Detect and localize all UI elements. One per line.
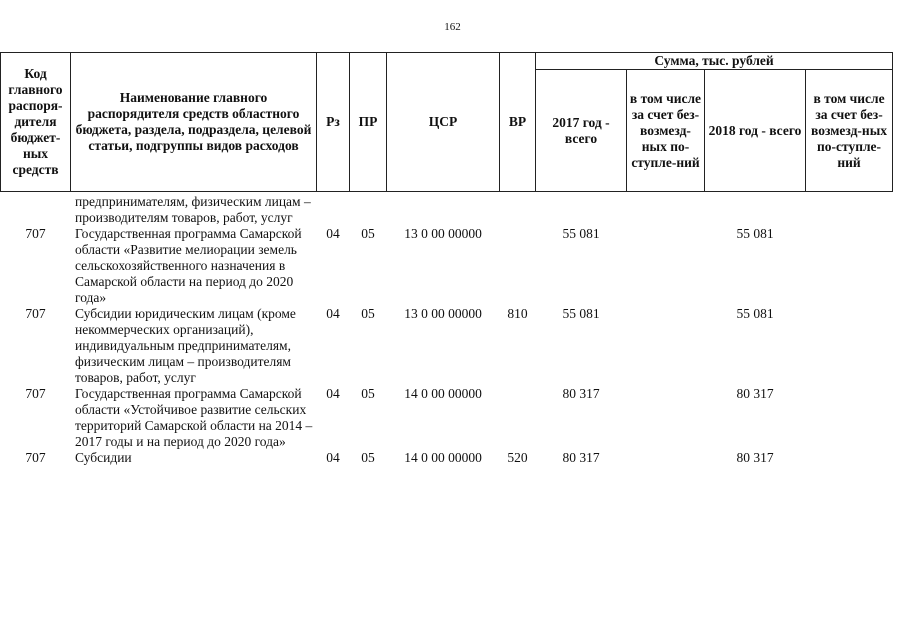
row-vr: 810 (507, 306, 528, 321)
row-code: 707 (25, 226, 46, 241)
row-name: Субсидии юридическим лицам (кроме некоммерческих организаций), индивидуальным предпринимателям, физическим лицам – производителям товаров, работ, услуг (75, 306, 296, 385)
header-name: Наименование главного распорядителя средств областного бюджета, раздела, подраздела, целевой статьи, подгруппы видов расходов (71, 53, 317, 192)
table-row (1, 306, 893, 386)
header-code: Код главного распоря-дителя бюджет-ных средств (1, 53, 71, 192)
table-row (1, 450, 893, 466)
row-2017-total: 80 317 (562, 386, 600, 401)
row-2017-free (627, 226, 705, 306)
row-code: 707 (25, 450, 46, 465)
row-rz: 04 (326, 226, 340, 241)
row-csr: 14 0 00 00000 (404, 386, 482, 401)
row-2018-free (806, 386, 893, 450)
continuation-text: предпринимателям, физическим лицам – производителям товаров, работ, услуг (75, 194, 311, 225)
row-csr: 13 0 00 00000 (404, 226, 482, 241)
header-2018-free: в том числе за счет без-возмезд-ных по-ступле-ний (806, 70, 893, 192)
header-rz: Рз (317, 53, 350, 192)
row-rz: 04 (326, 450, 340, 465)
row-csr: 14 0 00 00000 (404, 450, 482, 465)
header-2018-total: 2018 год - всего (705, 70, 806, 192)
row-pr: 05 (361, 306, 375, 321)
table-header (1, 53, 893, 192)
row-2018-total: 55 081 (736, 306, 774, 321)
budget-table-frame (0, 52, 892, 466)
row-rz: 04 (326, 306, 340, 321)
table-row (1, 226, 893, 306)
row-pr: 05 (361, 386, 375, 401)
row-pr: 05 (361, 450, 375, 465)
row-vr: 520 (507, 450, 528, 465)
row-2018-total: 80 317 (736, 386, 774, 401)
row-pr: 05 (361, 226, 375, 241)
header-sum: Сумма, тыс. рублей (536, 53, 893, 70)
row-code: 707 (25, 306, 46, 321)
header-vr: ВР (500, 53, 536, 192)
row-2017-free (627, 306, 705, 386)
row-vr (500, 386, 536, 450)
table-body (1, 192, 893, 467)
header-2017-free: в том числе за счет без-возмезд-ных по-ступле-ний (627, 70, 705, 192)
row-2017-total: 55 081 (562, 306, 600, 321)
header-pr: ПР (350, 53, 387, 192)
header-csr: ЦСР (387, 53, 500, 192)
row-rz: 04 (326, 386, 340, 401)
row-name: Субсидии (75, 450, 132, 465)
row-2018-free (806, 306, 893, 386)
row-2018-free (806, 226, 893, 306)
header-2017-total: 2017 год - всего (536, 70, 627, 192)
row-csr: 13 0 00 00000 (404, 306, 482, 321)
row-name: Государственная программа Самарской области «Устойчивое развитие сельских территорий Самарской области на 2014 – 2017 годы и на период до 2020 года» (75, 386, 313, 449)
row-2017-free (627, 386, 705, 450)
page-number: 162 (444, 21, 461, 33)
row-2017-free (627, 450, 705, 466)
row-2018-free (806, 450, 893, 466)
row-vr (500, 226, 536, 306)
table-row (1, 386, 893, 450)
row-2017-total: 80 317 (562, 450, 600, 465)
row-code: 707 (25, 386, 46, 401)
row-2017-total: 55 081 (562, 226, 600, 241)
row-2018-total: 55 081 (736, 226, 774, 241)
row-2018-total: 80 317 (736, 450, 774, 465)
budget-table (0, 52, 893, 466)
row-name: Государственная программа Самарской области «Развитие мелиорации земель сельскохозяйственного назначения в Самарской области на период до 2020 года» (75, 226, 302, 305)
table-row-continuation (1, 192, 893, 227)
